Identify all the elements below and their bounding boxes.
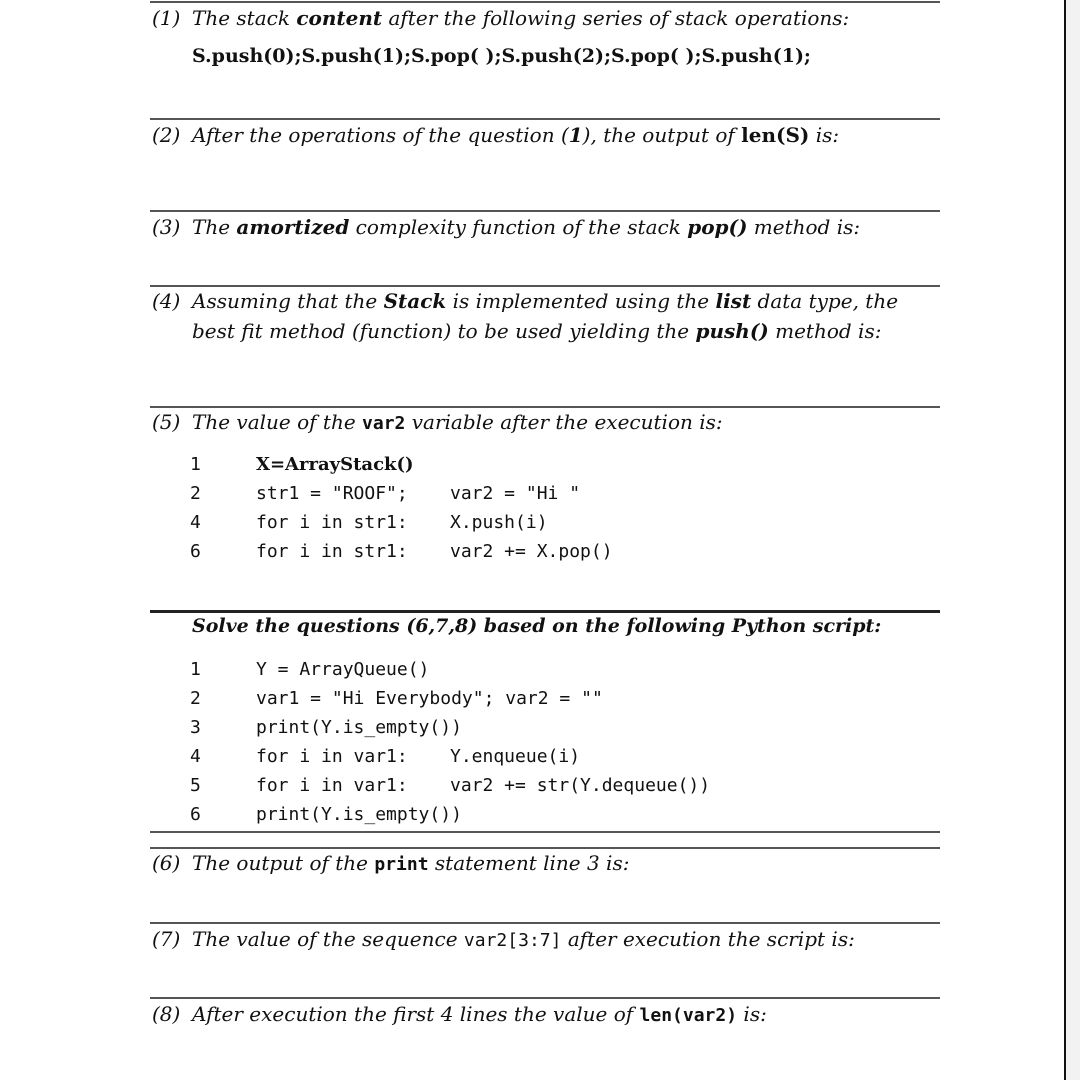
q-text: After the operations of the question ( — [192, 123, 569, 147]
q-number: (6) — [152, 851, 181, 875]
q-emph: list — [715, 289, 752, 313]
code-line — [190, 479, 930, 508]
q-text: after the following series of stack operations: — [382, 6, 850, 30]
q-code: len(var2) — [639, 1005, 738, 1026]
question-6 — [152, 848, 629, 880]
code-text: Y.enqueue(i) — [450, 746, 581, 767]
q-text: statement line 3 is: — [428, 851, 630, 875]
code-text: var2 += str(Y.dequeue()) — [450, 775, 711, 796]
code-text: X=ArrayStack() — [256, 454, 414, 475]
q-text: The value of the sequence — [192, 927, 464, 951]
q-code: var2 — [362, 413, 406, 434]
question-5 — [152, 407, 723, 439]
q-text: variable after the execution is: — [405, 410, 723, 434]
q-emph: Stack — [383, 289, 447, 313]
line-number: 1 — [190, 659, 201, 680]
code-text: X.push(i) — [450, 512, 548, 533]
q-number: (7) — [152, 927, 181, 951]
line-number: 6 — [190, 541, 201, 562]
q-text: The — [192, 215, 237, 239]
q-text: is implemented using the — [446, 289, 716, 313]
code-line — [190, 450, 930, 479]
line-number: 4 — [190, 746, 201, 767]
q-text: after execution the script is: — [561, 927, 855, 951]
line-number: 4 — [190, 512, 201, 533]
q-text: After execution the first 4 lines the value of — [192, 1002, 640, 1026]
script-header: Solve the questions (6,7,8) based on the following Python script: — [192, 615, 882, 637]
code-text: for i in str1: — [256, 541, 408, 562]
q-text: ), the output of — [582, 123, 742, 147]
code-line — [190, 537, 930, 566]
code-line — [190, 742, 930, 771]
q-text: The output of the — [192, 851, 375, 875]
code-line — [190, 713, 930, 742]
q-text: The value of the — [192, 410, 363, 434]
q-emph: amortized — [236, 215, 350, 239]
code-block-script — [190, 655, 930, 829]
q-text: method is: — [747, 215, 861, 239]
divider — [150, 610, 940, 613]
question-7 — [152, 924, 855, 956]
code-line — [190, 508, 930, 537]
q-text: data type, the — [751, 289, 899, 313]
divider — [150, 831, 940, 833]
question-8 — [152, 999, 767, 1031]
question-2 — [152, 120, 839, 150]
scroll-gutter — [1066, 0, 1080, 1080]
q-code: print — [374, 854, 429, 875]
code-line — [190, 800, 930, 829]
question-4-cont — [192, 316, 881, 346]
q-emph: content — [296, 6, 383, 30]
line-number: 2 — [190, 688, 201, 709]
q-emph: pop() — [687, 215, 748, 239]
code-text: for i in str1: — [256, 512, 408, 533]
code-text: print(Y.is_empty()) — [256, 717, 462, 738]
q-text: method is: — [768, 319, 882, 343]
code-text: var2 += X.pop() — [450, 541, 613, 562]
q-code: len(S) — [741, 123, 810, 147]
line-number: 6 — [190, 804, 201, 825]
q-number: (8) — [152, 1002, 181, 1026]
question-3 — [152, 212, 860, 242]
code-text: for i in var1: — [256, 746, 408, 767]
question-1 — [152, 3, 849, 33]
stack-operations: S.push(0);S.push(1);S.pop( );S.push(2);S.pop( );S.push(1); — [192, 45, 811, 67]
q-number: (5) — [152, 410, 181, 434]
q-text: best fit method (function) to be used yielding the — [192, 319, 696, 343]
q-text: is: — [809, 123, 840, 147]
code-line — [190, 771, 930, 800]
q-text: is: — [737, 1002, 767, 1026]
q-number: (4) — [152, 289, 181, 313]
code-text: Y = ArrayQueue() — [256, 659, 430, 680]
question-4 — [152, 286, 898, 316]
q-emph: 1 — [568, 123, 583, 147]
line-number: 3 — [190, 717, 201, 738]
code-text: print(Y.is_empty()) — [256, 804, 462, 825]
code-line — [190, 684, 930, 713]
q-number: (1) — [152, 6, 181, 30]
q-text: Assuming that the — [192, 289, 384, 313]
code-block-q5 — [190, 450, 930, 566]
q-code: var2[3:7] — [463, 930, 562, 951]
line-number: 2 — [190, 483, 201, 504]
q-text: complexity function of the stack — [349, 215, 688, 239]
code-text: var2 = "Hi " — [450, 483, 581, 504]
code-text: var1 = "Hi Everybody"; var2 = "" — [256, 688, 603, 709]
code-text: for i in var1: — [256, 775, 408, 796]
code-line — [190, 655, 930, 684]
q-number: (3) — [152, 215, 181, 239]
code-text: str1 = "ROOF"; — [256, 483, 408, 504]
q-emph: push() — [695, 319, 769, 343]
line-number: 5 — [190, 775, 201, 796]
line-number: 1 — [190, 454, 201, 475]
q-number: (2) — [152, 123, 181, 147]
q-text: The stack — [192, 6, 297, 30]
